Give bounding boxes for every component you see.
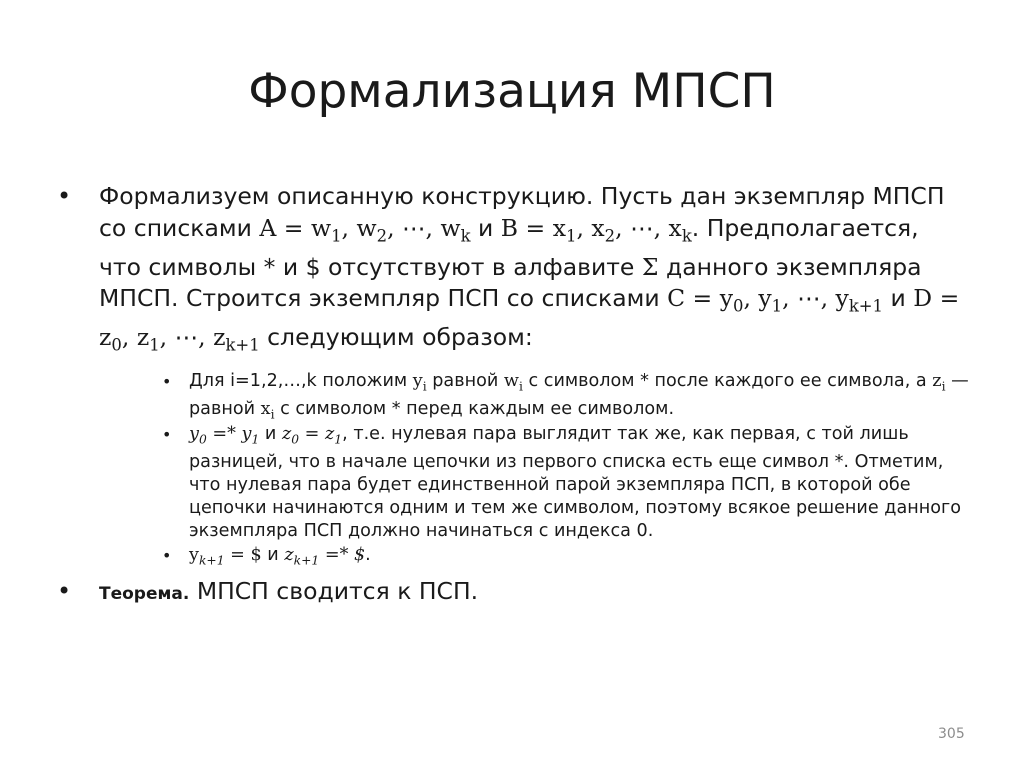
theorem-label: Теорема. [99, 584, 190, 604]
text-run: данного экземпляра МПСП. Строится экземпляр ПСП со списками [99, 252, 922, 313]
sub-bullet-zero-pair [162, 423, 972, 543]
sub-bullet-last-pair-text: $y_{k+1}$ = $ и $z_{k+1}$ =* $. [189, 545, 371, 568]
bullet-theorem [57, 576, 957, 610]
math-y0-eq: $y_0 =* y_1$ [189, 424, 260, 447]
math-D: $D = z_0$, $z_1$, ⋯, $z_{k+1}$ [99, 284, 960, 356]
text-run: . Предполагается, что символы * и $ отсутствуют в алфавите [99, 213, 919, 281]
bullet-definition-text: Формализуем описанную конструкцию. Пусть дан экземпляр МПСП со списками $A = w_1$, $w_2$, ⋯, $w_k$ и $B = x_1$, $x_2$, ⋯, $x_k$. Предполагается, что символы * и $ отсутствуют в алфавите Σ данного экземпляра МПСП. Строится экземпляр ПСП со списками $C = y_0$, $y_1$, ⋯, $y_{k+1}$ и $D = z_0$, $z_1$, ⋯, $z_{k+1}$ следующим образом: [99, 182, 960, 356]
math-yi: $y_i$ [412, 371, 427, 394]
math-A: $A = w_1$, $w_2$, ⋯, $w_k$ [259, 213, 471, 246]
math-C: $C = y_0$, $y_1$, ⋯, $y_{k+1}$ [667, 284, 884, 316]
page-number: 305 [938, 726, 965, 742]
math-wi: $w_i$ [503, 371, 523, 394]
math-sigma: Σ [641, 252, 659, 281]
sub-bullet-pairs [162, 370, 972, 427]
math-yk1-eq: $y_{k+1}$ = $ [189, 545, 262, 568]
text-run: Формализуем описанную конструкцию. Пусть дан экземпляр МПСП со списками [99, 182, 945, 242]
bullet-definition [57, 181, 960, 362]
theorem-statement: МПСП сводится к ПСП. [189, 577, 479, 605]
slide-title: Формализация МПСП [248, 64, 776, 119]
theorem-text [99, 576, 957, 610]
sub-bullet-pairs-text: Для i=1,2,…,k положим $y_i$ равной $w_i$ с символом * после каждого ее символа, а $z_i$ — равной $x_i$ с символом * перед каждым ее символом. [189, 371, 969, 422]
bullet-marker: • [162, 372, 172, 391]
math-z0-eq: $z_0 = z_1$ [281, 424, 343, 447]
math-zi: $z_i$ [932, 371, 946, 394]
bullet-marker: • [162, 425, 172, 444]
bullet-marker: • [57, 577, 72, 605]
bullet-marker: • [57, 182, 72, 210]
math-B: $B = x_1$, $x_2$, ⋯, $x_k$ [500, 213, 692, 246]
bullet-marker: • [162, 546, 172, 565]
text-run: следующим образом: [259, 323, 533, 352]
sub-bullet-last-pair [162, 544, 972, 572]
math-zk1-eq: $z_{k+1}$ =* $ [284, 545, 366, 568]
math-xi: $x_i$ [260, 399, 275, 422]
sub-bullet-zero-pair-text: $y_0 =* y_1$ и $z_0 = z_1$, т.е. нулевая пара выглядит так же, как первая, с той лишь разницей, что в начале цепочки из первого списка есть еще символ *. Отметим, что нулевая пара будет единственной парой экземпляра ПСП, в которой обе цепочки начинаются одним и тем же символом, поэтому всякое решение данного экземпляра ПСП должно начинаться с индекса 0. [189, 424, 962, 541]
